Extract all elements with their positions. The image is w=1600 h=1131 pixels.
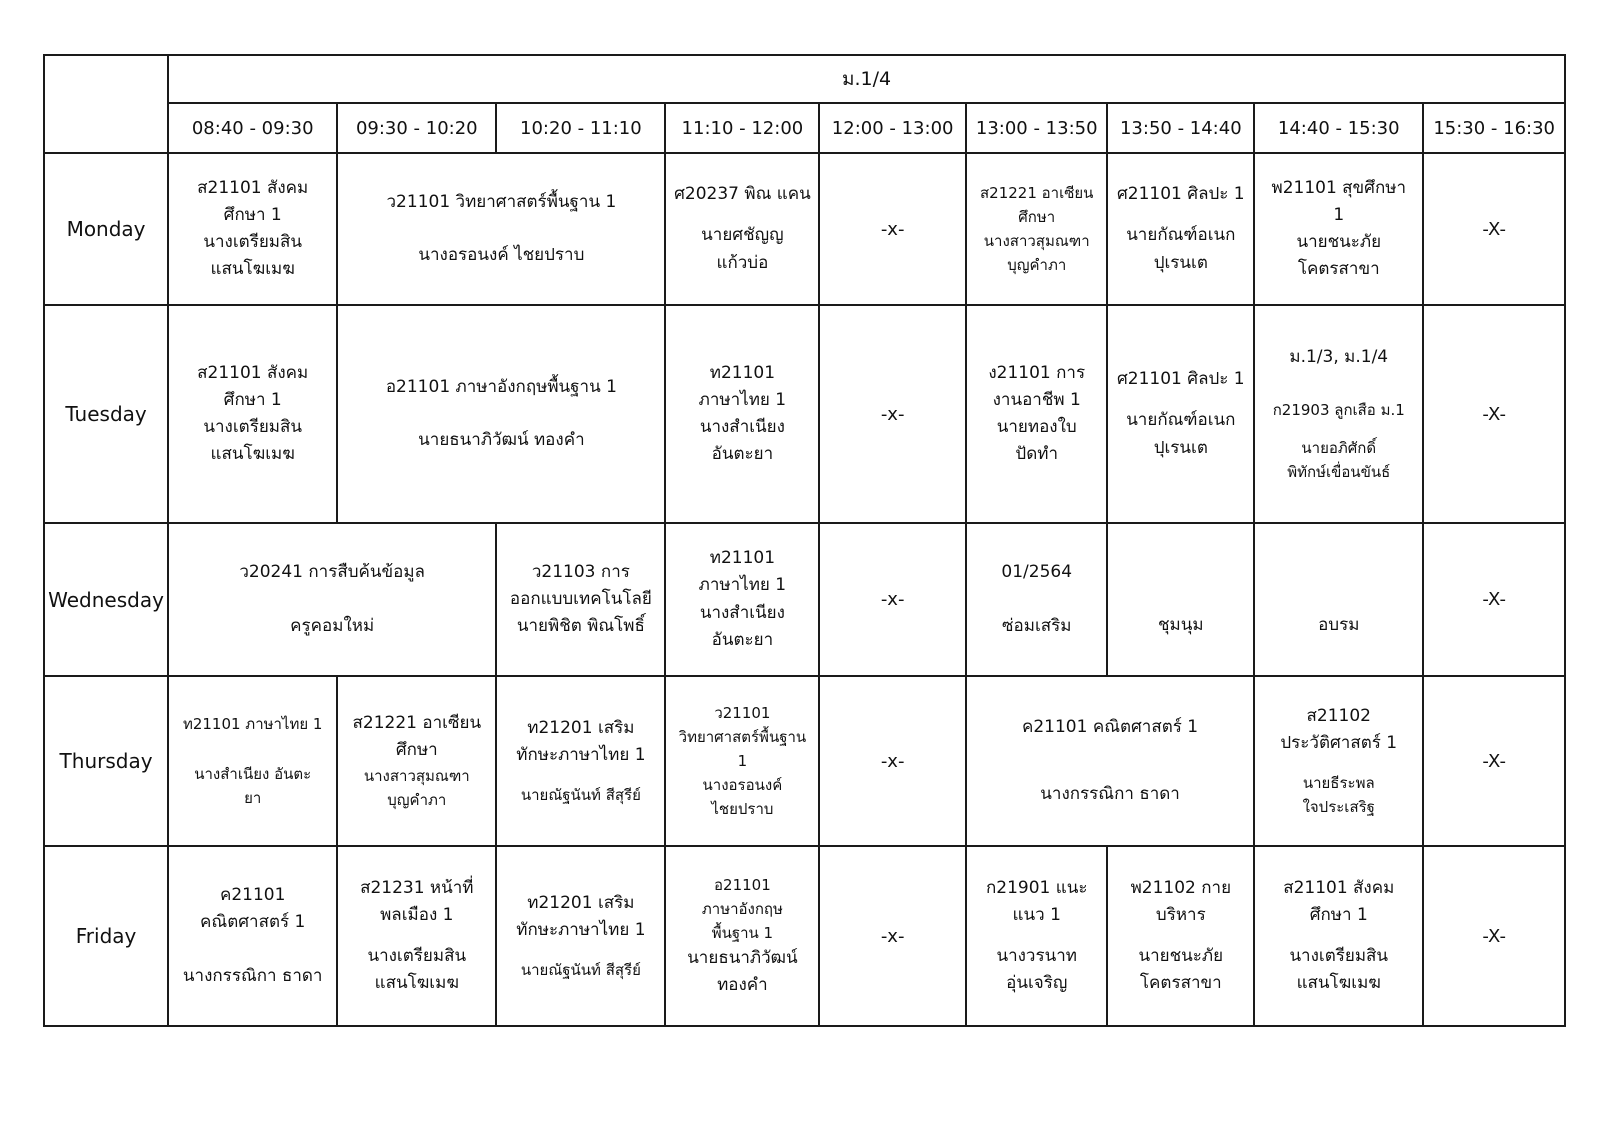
subject-line: ว21101 [714, 704, 771, 722]
subject-line: งานอาชีพ 1 [992, 389, 1081, 410]
subject-line: ส21102 [1306, 705, 1371, 726]
class-cell [966, 305, 1108, 523]
lunch-cell: -x- [819, 846, 966, 1026]
class-cell [966, 846, 1108, 1026]
day-label: Monday [44, 153, 168, 305]
subject-line: 1 [1333, 204, 1345, 225]
subject-line: 1 [737, 752, 748, 770]
class-cell [1254, 846, 1423, 1026]
subject-line: ว21101 วิทยาศาสตร์พื้นฐาน 1 [386, 191, 617, 212]
activity-line: อบรม [1318, 614, 1360, 635]
teacher-line: แก้วบ่อ [716, 252, 769, 273]
subject-line: ค21101 [219, 885, 286, 906]
subject-line: ส21101 สังคม [197, 362, 309, 383]
subject-line: ศึกษา 1 [223, 389, 282, 410]
class-cell [337, 676, 496, 846]
day-row-thursday [44, 676, 1565, 846]
empty-cell: -X- [1423, 846, 1565, 1026]
class-cell [168, 153, 337, 305]
teacher-line: นางเตรียมสิน [1289, 946, 1389, 966]
subject-line: ส21221 อาเซียน [352, 712, 482, 733]
subject-line: ว21103 การ [531, 561, 630, 582]
subject-line: ส21101 สังคม [1283, 877, 1395, 898]
class-cell [496, 523, 665, 676]
class-cell [496, 676, 665, 846]
teacher-line: นายชนะภัย [1138, 946, 1224, 966]
lunch-cell: -x- [819, 523, 966, 676]
subject-line: ส21231 หน้าที่ [360, 877, 474, 898]
subject-line: ท21101 [709, 362, 776, 383]
class-name-header: ม.1/4 [168, 55, 1565, 103]
day-label: Friday [44, 846, 168, 1026]
empty-cell: -X- [1423, 523, 1565, 676]
empty-cell: -X- [1423, 676, 1565, 846]
subject-line: ทักษะภาษาไทย 1 [516, 745, 646, 765]
class-cell [337, 846, 496, 1026]
class-groups-line: ม.1/3, ม.1/4 [1289, 347, 1389, 368]
teacher-line: นายณัฐนันท์ สีสุรีย์ [520, 786, 641, 805]
subject-line: พ21102 กาย [1130, 877, 1232, 898]
lunch-cell: -x- [819, 153, 966, 305]
class-cell [1107, 305, 1254, 523]
subject-line: ท21101 [709, 548, 776, 569]
teacher-line: นางอรอนงค์ ไชยปราบ [418, 245, 585, 265]
class-cell [966, 676, 1254, 846]
teacher-line: แสนโฆเมฆ [1296, 973, 1381, 994]
teacher-line: นางเตรียมสิน [203, 232, 303, 252]
subject-line: วิทยาศาสตร์พื้นฐาน [678, 728, 807, 746]
subject-line: อ21101 ภาษาอังกฤษพื้นฐาน 1 [385, 376, 617, 397]
day-row-tuesday [44, 305, 1565, 523]
teacher-line: นางกรรณิกา ธาดา [1040, 784, 1180, 804]
subject-line: 01/2564 [1001, 562, 1073, 583]
subject-line: ประวัติศาสตร์ 1 [1280, 733, 1398, 753]
subject-line: พลเมือง 1 [380, 904, 454, 925]
subject-line: ออกแบบเทคโนโลยี [509, 588, 652, 609]
teacher-line: พิทักษ์เขื่อนขันธ์ [1287, 462, 1391, 481]
teacher-line: ใจประเสริฐ [1302, 798, 1375, 817]
class-cell [1107, 846, 1254, 1026]
teacher-line: นายธนาภิวัฒน์ [687, 947, 798, 968]
teacher-line: ครูคอมใหม่ [290, 615, 375, 636]
activity-line: ซ่อมเสริม [1001, 615, 1072, 636]
teacher-line: นางสำเนียง [699, 417, 785, 437]
class-cell [168, 523, 496, 676]
teacher-line: นายธีระพล [1302, 774, 1375, 793]
teacher-line: นายกัณฑ์อเนก [1126, 410, 1236, 431]
period-header: 12:00 - 13:00 [819, 103, 966, 153]
class-cell [168, 676, 337, 846]
teacher-line: นางสาวสุมณฑา [363, 767, 470, 786]
subject-line: ศ21101 ศิลปะ 1 [1117, 184, 1245, 205]
teacher-line: นายศชัญญ [701, 225, 784, 246]
class-cell [337, 305, 665, 523]
subject-line: ง21101 การ [988, 362, 1086, 383]
teacher-line: ปุเรนเต [1153, 437, 1208, 458]
day-label: Tuesday [44, 305, 168, 523]
class-cell [1254, 153, 1423, 305]
subject-line: ภาษาไทย 1 [698, 389, 787, 410]
subject-line: ศ21101 ศิลปะ 1 [1117, 369, 1245, 390]
period-header: 09:30 - 10:20 [337, 103, 496, 153]
teacher-line: นายพิชิต พิณโพธิ์ [516, 616, 645, 637]
empty-cell: -X- [1423, 305, 1565, 523]
teacher-line: นางวรนาท [996, 946, 1077, 966]
teacher-line: โคตรสาขา [1297, 259, 1380, 280]
class-cell [966, 523, 1108, 676]
teacher-line: นายอภิศักดิ์ [1301, 438, 1377, 457]
teacher-line: แสนโฆเมฆ [374, 973, 459, 994]
subject-line: ท21201 เสริม [527, 892, 635, 913]
period-header: 15:30 - 16:30 [1423, 103, 1565, 153]
teacher-line: อันตะยา [711, 629, 774, 650]
class-cell [1254, 305, 1423, 523]
period-header: 13:00 - 13:50 [966, 103, 1108, 153]
teacher-line: แสนโฆเมฆ [210, 444, 295, 465]
subject-line: ก21901 แนะ [985, 877, 1088, 898]
subject-line: ส21221 อาเซียน [980, 184, 1094, 202]
teacher-line: นายกัณฑ์อเนก [1126, 225, 1236, 246]
teacher-line: โคตรสาขา [1139, 973, 1222, 994]
class-cell [665, 846, 819, 1026]
timetable [43, 54, 1566, 1027]
subject-line: ท21201 เสริม [527, 717, 635, 738]
period-header: 14:40 - 15:30 [1254, 103, 1423, 153]
period-header: 11:10 - 12:00 [665, 103, 819, 153]
class-cell [665, 153, 819, 305]
class-cell [168, 846, 337, 1026]
teacher-line: ยา [244, 789, 262, 807]
lunch-cell: -x- [819, 305, 966, 523]
subject-line: ภาษาไทย 1 [698, 575, 787, 596]
empty-cell: -X- [1423, 153, 1565, 305]
class-cell [1254, 523, 1423, 676]
class-cell [1254, 676, 1423, 846]
class-cell [1107, 523, 1254, 676]
day-row-friday [44, 846, 1565, 1026]
teacher-line: นางสำเนียง อันตะ [194, 765, 312, 783]
teacher-line: นางสาวสุมณฑา [983, 232, 1090, 250]
subject-line: ทักษะภาษาไทย 1 [516, 920, 646, 940]
teacher-line: นางเตรียมสิน [203, 417, 303, 437]
teacher-line: ปุเรนเต [1153, 252, 1208, 273]
teacher-line: นายทองใบ [996, 417, 1077, 437]
class-cell [665, 676, 819, 846]
subject-line: ศึกษา [395, 740, 438, 760]
day-label: Thursday [44, 676, 168, 846]
teacher-line: นายชนะภัย [1296, 232, 1382, 252]
subject-line: ศึกษา [1018, 208, 1056, 226]
corner-cell [44, 55, 168, 153]
subject-line: แนว 1 [1012, 904, 1061, 925]
period-header: 10:20 - 11:10 [496, 103, 665, 153]
teacher-line: อุ่นเจริญ [1006, 973, 1068, 994]
teacher-line: นางเตรียมสิน [367, 946, 467, 966]
teacher-line: ไชยปราบ [711, 800, 774, 818]
teacher-line: นางสำเนียง [699, 602, 785, 623]
teacher-line: ทองคำ [717, 975, 768, 995]
subject-line: ศึกษา 1 [223, 204, 282, 225]
subject-line: บริหาร [1155, 904, 1206, 925]
subject-line: ว20241 การสืบค้นข้อมูล [239, 562, 425, 583]
class-cell [665, 523, 819, 676]
class-cell [496, 846, 665, 1026]
class-cell [168, 305, 337, 523]
day-row-monday [44, 153, 1565, 305]
teacher-line: แสนโฆเมฆ [210, 259, 295, 280]
subject-line: ค21101 คณิตศาสตร์ 1 [1021, 716, 1199, 737]
class-cell [966, 153, 1108, 305]
subject-line: ภาษาอังกฤษ [701, 899, 783, 918]
teacher-line: นายธนาภิวัฒน์ ทองคำ [418, 430, 585, 450]
activity-line: ชุมนุม [1158, 614, 1204, 635]
lunch-cell: -x- [819, 676, 966, 846]
period-header: 13:50 - 14:40 [1107, 103, 1254, 153]
class-cell [1107, 153, 1254, 305]
subject-line: ศึกษา 1 [1309, 904, 1368, 925]
teacher-line: บุญคำภา [1007, 256, 1067, 274]
subject-line: ท21101 ภาษาไทย 1 [182, 715, 323, 733]
teacher-line: นางกรรณิกา ธาดา [182, 965, 323, 986]
day-row-wednesday [44, 523, 1565, 676]
subject-line: คณิตศาสตร์ 1 [200, 912, 306, 933]
period-header: 08:40 - 09:30 [168, 103, 337, 153]
class-cell [337, 153, 665, 305]
subject-line: พื้นฐาน 1 [711, 923, 774, 942]
subject-line: พ21101 สุขศึกษา [1271, 177, 1407, 198]
class-cell [665, 305, 819, 523]
teacher-line: อันตะยา [711, 444, 774, 465]
teacher-line: ปัดทำ [1015, 444, 1059, 465]
subject-line: อ21101 [714, 875, 771, 894]
subject-line: ก21903 ลูกเสือ ม.1 [1272, 400, 1405, 419]
day-label: Wednesday [44, 523, 168, 676]
subject-line: ศ20237 พิณ แคน [674, 184, 811, 205]
subject-line: ส21101 สังคม [197, 177, 309, 198]
teacher-line: นางอรอนงค์ [702, 776, 783, 794]
teacher-line: นายณัฐนันท์ สีสุรีย์ [520, 961, 641, 980]
teacher-line: บุญคำภา [387, 791, 447, 810]
